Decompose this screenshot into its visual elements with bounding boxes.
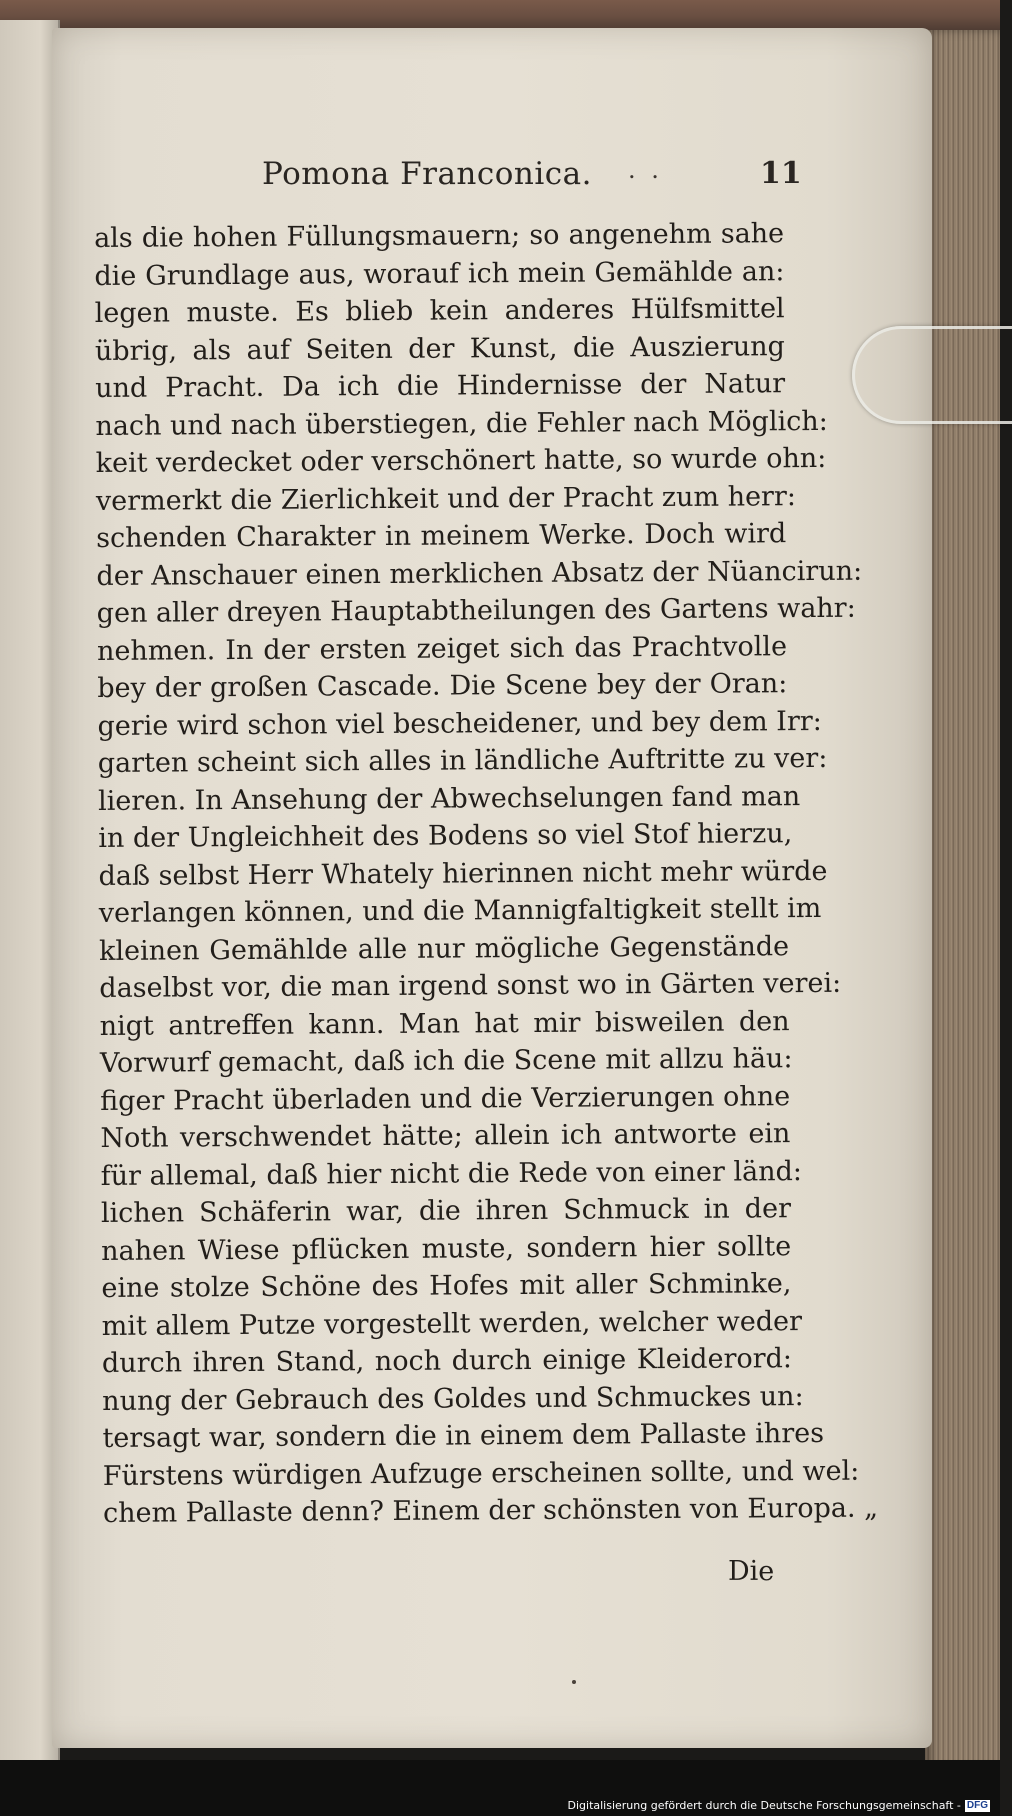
text-line: bey der großen Cascade. Die Scene bey der Oran: <box>97 668 788 704</box>
text-line: für allemal, daß hier nicht die Rede von einer länd: <box>100 1155 803 1192</box>
text-line: der Anschauer einen merklichen Absatz der Nüancirun: <box>96 555 863 592</box>
text-line: garten scheint sich alles in ländliche Auftritte zu ver: <box>97 742 828 779</box>
page-number: 11 <box>760 156 802 191</box>
text-line: gerie wird schon viel bescheidener, und bey dem Irr: <box>97 705 822 742</box>
credit-text: Digitalisierung gefördert durch die Deutsche Forschungsgemeinschaft - <box>567 1799 961 1812</box>
text-line: chem Pallaste denn? Einem der schönsten von Europa. „ <box>102 1492 879 1529</box>
text-line: nach und nach überstiegen, die Fehler nach Möglich: <box>95 405 828 442</box>
catchword: Die <box>728 1556 775 1587</box>
text-line: nung der Gebrauch des Goldes und Schmuckes un: <box>102 1380 804 1417</box>
text-line: figer Pracht überladen und die Verzierungen ohne <box>100 1080 791 1117</box>
text-line: gen aller dreyen Hauptabtheilungen des Gartens wahr: <box>96 592 856 629</box>
digitization-credit <box>568 1799 991 1812</box>
text-line: lieren. In Ansehung der Abwechselungen fand man <box>97 780 801 817</box>
text-line: übrig, als auf Seiten der Kunst, die Auszierung <box>94 330 786 367</box>
ink-speck <box>572 1680 576 1684</box>
text-line: als die hohen Füllungsmauern; so angenehm sahe <box>94 218 785 254</box>
book-fore-edge <box>925 30 1000 1770</box>
text-line: kleinen Gemählde alle nur mögliche Gegenstände <box>98 930 790 967</box>
text-line: nahen Wiese pflücken muste, sondern hier sollte <box>101 1230 792 1267</box>
text-line: vermerkt die Zierlichkeit und der Pracht zum herr: <box>95 480 797 517</box>
text-line: die Grundlage aus, worauf ich mein Gemählde an: <box>94 255 785 292</box>
text-line: legen muste. Es blieb kein anderes Hülfsmittel <box>94 293 785 329</box>
text-line: durch ihren Stand, noch durch einige Kleiderord: <box>101 1343 793 1379</box>
text-line: eine stolze Schöne des Hofes mit aller Schminke, <box>101 1268 792 1304</box>
text-line: nigt antreffen kann. Man hat mir bisweilen den <box>99 1005 790 1042</box>
adjacent-left-page <box>0 20 60 1760</box>
text-line: lichen Schäferin war, die ihren Schmuck in der <box>100 1193 792 1229</box>
page-clip <box>852 326 1012 424</box>
text-line: nehmen. In der ersten zeiget sich das Prachtvolle <box>96 630 788 667</box>
scan-bottom-band <box>0 1760 1000 1816</box>
body-text <box>94 215 879 1532</box>
text-line: daß selbst Herr Whately hierinnen nicht mehr würde <box>98 855 828 892</box>
text-line: Noth verschwendet hätte; allein ich antworte ein <box>100 1118 791 1154</box>
text-line: verlangen können, und die Mannigfaltigkeit stellt im <box>98 892 822 929</box>
text-line: mit allem Putze vorgestellt werden, welcher weder <box>101 1305 803 1342</box>
text-line: in der Ungleichheit des Bodens so viel Stof hierzu, <box>98 818 793 854</box>
text-line: und Pracht. Da ich die Hindernisse der Natur <box>95 368 786 404</box>
text-line: Vorwurf gemacht, daß ich die Scene mit allzu häu: <box>99 1043 793 1079</box>
text-line: keit verdecket oder verschönert hatte, so wurde ohn: <box>95 442 827 479</box>
running-head: Pomona Franconica. <box>262 156 593 192</box>
text-line: tersagt war, sondern die in einem dem Pallaste ihres <box>102 1417 825 1454</box>
text-line: daselbst vor, die man irgend sonst wo in Gärten verei: <box>99 967 842 1004</box>
running-head-dots: . . <box>628 156 663 184</box>
text-line: Fürstens würdigen Aufzuge erscheinen sollte, und wel: <box>102 1455 860 1492</box>
dfg-logo: DFG <box>966 1799 988 1811</box>
text-line: schenden Charakter in meinem Werke. Doch wird <box>96 518 787 554</box>
